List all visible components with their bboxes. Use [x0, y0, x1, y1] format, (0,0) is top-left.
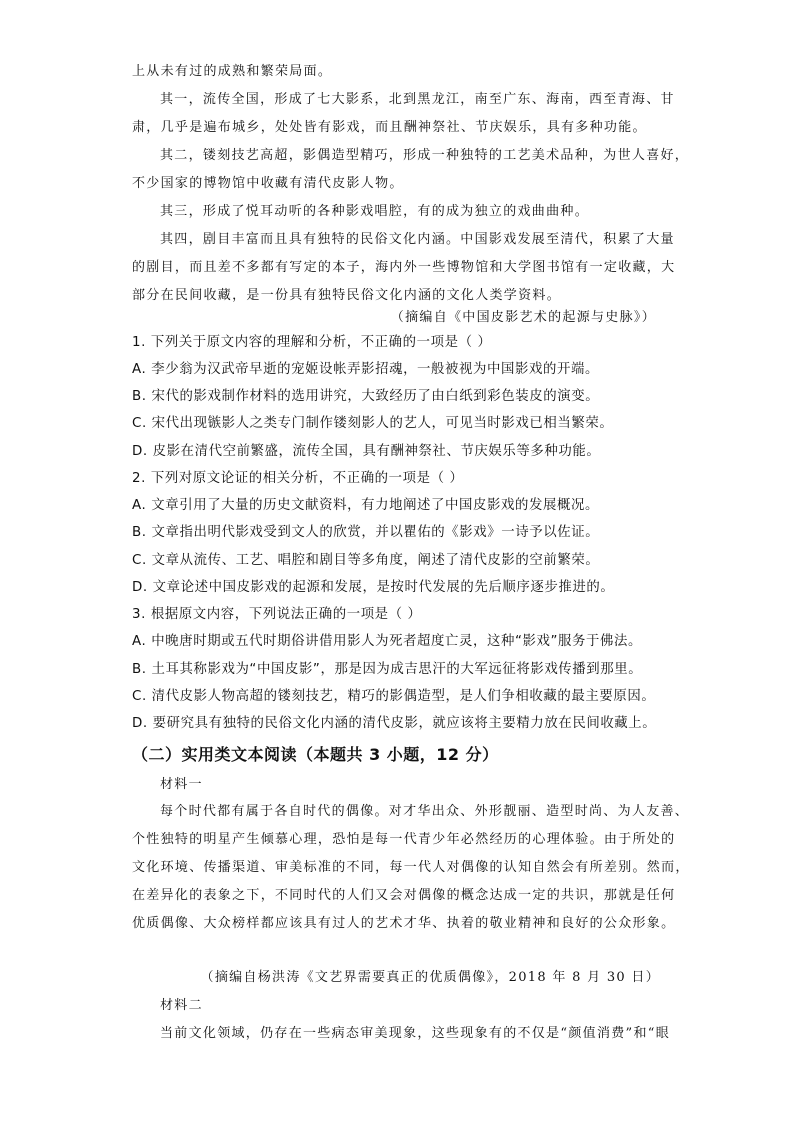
answer-option: D. 皮影在清代空前繁盛，流传全国，具有酬神祭社、节庆娱乐等多种功能。	[132, 444, 601, 459]
passage-line: 肃，几乎是遍布城乡，处处皆有影戏，而且酬神祭社、节庆娱乐，具有多种功能。	[132, 120, 647, 135]
answer-option: B. 土耳其称影戏为“中国皮影”，那是因为成吉思汗的大军远征将影戏传播到那里。	[132, 662, 643, 677]
answer-option: D. 要研究具有独特的民俗文化内涵的清代皮影，就应该将主要精力放在民间收藏上。	[132, 716, 657, 731]
material-label: 材料一	[160, 777, 203, 792]
material-source: （摘编自杨洪涛《文艺界需要真正的优质偶像》，2018 年 8 月 30 日）	[200, 970, 660, 985]
passage-line: 其四，剧目丰富而且具有独特的民俗文化内涵。中国影戏发展至清代，积累了大量	[160, 232, 675, 247]
material-line: 当前文化领域，仍存在一些病态审美现象，这些现象有的不仅是“颜值消费”和“眼	[160, 1026, 671, 1041]
answer-option: C. 文章从流传、工艺、唱腔和剧目等多角度，阐述了清代皮影的空前繁荣。	[132, 553, 600, 568]
answer-option: A. 李少翁为汉武帝早逝的宠姬设帐弄影招魂，一般被视为中国影戏的开端。	[132, 362, 599, 377]
passage-line: 上从未有过的成熟和繁荣局面。	[132, 64, 333, 79]
question-stem: 3. 根据原文内容，下列说法正确的一项是（ ）	[132, 607, 422, 622]
material-line: 每个时代都有属于各自时代的偶像。对才华出众、外形靓丽、造型时尚、为人友善、	[160, 804, 690, 819]
passage-source: （摘编自《中国皮影艺术的起源与史脉》）	[390, 310, 656, 325]
material-line: 在差异化的表象之下，不同时代的人们又会对偶像的概念达成一定的共识，那就是任何	[132, 888, 676, 903]
question-stem: 1. 下列关于原文内容的理解和分析，不正确的一项是（ ）	[132, 335, 492, 350]
passage-line: 不少国家的博物馆中收藏有清代皮影人物。	[132, 176, 404, 191]
material-label: 材料二	[160, 998, 203, 1013]
material-line: 优质偶像、大众榜样都应该具有过人的艺术才华、执着的敬业精神和良好的公众形象。	[132, 916, 676, 931]
section-heading: （二）实用类文本阅读（本题共 3 小题，12 分）	[132, 745, 499, 764]
answer-option: C. 宋代出现镞影人之类专门制作镂刻影人的艺人，可见当时影戏已相当繁荣。	[132, 416, 614, 431]
question-stem: 2. 下列对原文论证的相关分析，不正确的一项是（ ）	[132, 471, 464, 486]
answer-option: A. 文章引用了大量的历史文献资料，有力地阐述了中国皮影戏的发展概况。	[132, 498, 599, 513]
passage-line: 其三，形成了悦耳动听的各种影戏唱腔，有的成为独立的戏曲曲种。	[160, 204, 590, 219]
material-line: 个性独特的明星产生倾慕心理，恐怕是每一代青少年必然经历的心理体验。由于所处的	[132, 832, 676, 847]
passage-line: 的剧目，而且差不多都有写定的本子，海内外一些博物馆和大学图书馆有一定收藏，大	[132, 260, 676, 275]
passage-line: 其一，流传全国，形成了七大影系，北到黑龙江，南至广东、海南，西至青海、甘	[160, 92, 675, 107]
answer-option: B. 文章指出明代影戏受到文人的欣赏，并以瞿佑的《影戏》一诗予以佐证。	[132, 525, 600, 540]
answer-option: C. 清代皮影人物高超的镂刻技艺，精巧的影偶造型，是人们争相收藏的最主要原因。	[132, 689, 656, 704]
material-line: 文化环境、传播渠道、审美标准的不同，每一代人对偶像的认知自然会有所差别。然而，	[132, 860, 690, 875]
answer-option: D. 文章论述中国皮影戏的起源和发展，是按时代发展的先后顺序逐步推进的。	[132, 580, 615, 595]
passage-line: 部分在民间收藏，是一份具有独特民俗文化内涵的文化人类学资料。	[132, 288, 562, 303]
passage-line: 其二，镂刻技艺高超，影偶造型精巧，形成一种独特的工艺美术品种，为世人喜好，	[160, 148, 690, 163]
answer-option: B. 宋代的影戏制作材料的选用讲究，大致经历了由白纸到彩色装皮的演变。	[132, 389, 600, 404]
answer-option: A. 中晚唐时期或五代时期俗讲借用影人为死者超度亡灵，这种“影戏”服务于佛法。	[132, 634, 642, 649]
